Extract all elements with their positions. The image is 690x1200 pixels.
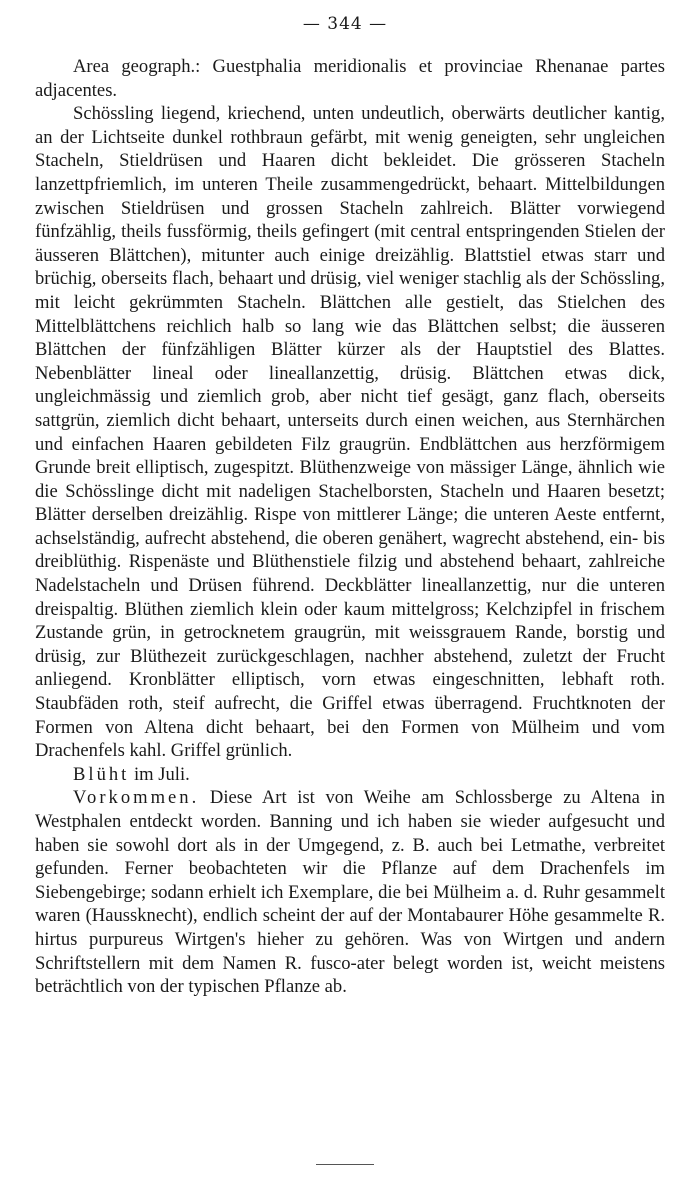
flowering-text: im Juli. [129,763,190,785]
paragraph-area: Area geograph.: Guestphalia meridionalis et provinciae Rhenanae partes adjacentes. [35,56,665,101]
flowering-label: Blüht [73,763,130,785]
paragraph-description: Schössling liegend, kriechend, unten undeutlich, oberwärts deutlicher kantig, an der Lichtseite dunkel rothbraun gefärbt, mit wenig geneigten, sehr ungleichen Stacheln, Stieldrüsen und Haaren dicht bekleidet. Die grösseren Stacheln lanzettpfriemlich, im unteren Theile zusammengedrückt, behaart. Mittelbildungen zwischen Stieldrüsen und grossen Stacheln zahlreich. Blätter vorwiegend fünfzählig, theils fussförmig, theils gefingert (mit central entspringenden Stielen der äusseren Blättchen), mitunter auch einige dreizählig. Blattstiel etwas starr und brüchig, oberseits flach, behaart und drüsig, viel weniger stachlig als der Schössling, mit leicht gekrümmten Stacheln. Blättchen alle gestielt, das Stielchen des Mittelblättchens reichlich halb so lang wie das Blättchen selbst; die äusseren Blättchen der fünfzähligen Blätter kürzer als der Hauptstiel des Blattes. Nebenblätter lineal oder lineallanzettig, drüsig. Blättchen etwas dick, ungleichmässig und ziemlich grob, aber nicht tief gesägt, ganz flach, oberseits sattgrün, ziemlich dicht behaart, unterseits durch einen weichen, aus Sternhärchen und einfachen Haaren gebildeten Filz graugrün. Endblättchen aus herzförmigem Grunde breit elliptisch, zugespitzt. Blüthenzweige von mässiger Länge, ähnlich wie die Schösslinge dicht mit nadeligen Stachelborsten, Stacheln und Haaren besetzt; Blätter derselben dreizählig. Rispe von mittlerer Länge; die unteren Aeste entfernt, achselständig, aufrecht abstehend, die oberen genähert, wagrecht abstehend, ein- bis dreiblüthig. Rispenäste und Blüthenstiele filzig und abstehend behaart, zahlreiche Nadelstacheln und Drüsen führend. Deckblätter lineallanzettig, nur die unteren dreispaltig. Blüthen ziemlich klein oder kaum mittelgross; Kelchzipfel in frischem Zustande grün, in getrocknetem graugrün, mit weissgrauem Rande, borstig und drüsig, zur Blüthezeit zurückgeschlagen, nachher abstehend, zuletzt der Frucht anliegend. Kronblätter elliptisch, vorn etwas eingeschnitten, lebhaft roth. Staubfäden roth, steif aufrecht, die Griffel etwas überragend. Fruchtknoten der Formen von Altena dicht behaart, bei den Formen von Mülheim und vom Drachenfels kahl. Griffel grünlich. [35,103,665,762]
paragraph-occurrence [35,786,665,998]
footer-divider [316,1164,374,1165]
occurrence-text: Diese Art ist von Weihe am Schlossberge zu Altena in Westphalen entdeckt worden. Banning und ich haben sie wieder aufgesucht und haben sie sowohl dort als in der Umgegend, z. B. auch bei Letmathe, verbreitet gefunden. Ferner beobachteten wir die Pflanze auf dem Drachenfels im Siebengebirge; sodann erhielt ich Exemplare, die bei Mülheim a. d. Ruhr gesammelt waren (Haussknecht), endlich scheint der auf der Montabaurer Höhe gesammelte R. hirtus purpureus Wirtgen's hieher zu gehören. Was von Wirtgen und andern Schriftstellern mit dem Namen R. fusco-ater belegt worden ist, weicht meistens beträchtlich von der typischen Pflanze ab. [35,787,665,998]
page-body [35,55,665,999]
paragraph-flowering [35,763,665,787]
occurrence-label: Vorkommen. [73,787,200,809]
page-number: — 344 — [302,14,388,34]
